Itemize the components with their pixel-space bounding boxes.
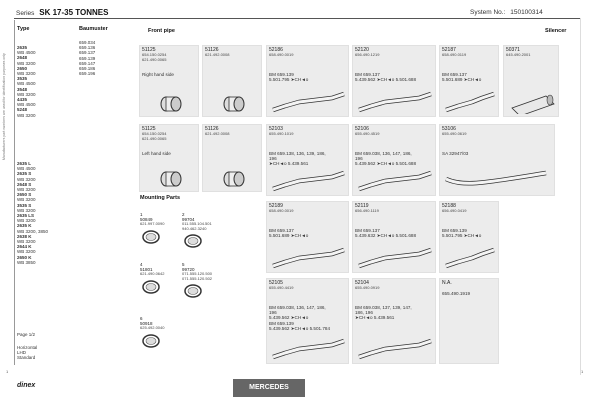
illustration [357,246,433,275]
system-label: System No.: [470,9,506,16]
mounting-reference: 011.555.104.501 940.462.3240 [182,221,212,231]
clamp-ring-icon [182,283,204,299]
part-number: 52104 [355,280,369,286]
pipe-illustration [271,337,346,361]
mounting-reference: 621.490.0642 [140,271,165,276]
mounting-number: 99704 [182,217,195,222]
part-description: BM 659.137 5.439.562 ➤CH◄o 5.501.688 [355,72,417,83]
part-number: 51125 [142,47,156,53]
type-item: 3535 S [17,202,32,208]
mounting-number: 51801 [140,267,153,272]
part-number: 52188 [442,203,456,209]
series-header [16,8,108,17]
part-card[interactable] [139,45,199,117]
type-item: 2650 [17,65,28,71]
oem-reference: 655.490.4419 [269,285,294,290]
baumuster-item: 659.186 [79,66,96,72]
part-card[interactable] [139,124,199,192]
oem-reference: 658.490.0019 [269,52,294,57]
types-list [17,45,36,118]
silencer-title: Silencer [545,28,567,34]
part-card[interactable] [202,45,262,117]
oem-reference: 621.492.0008 [205,52,230,57]
baumuster-item: 659.139 [79,55,96,61]
part-card[interactable] [439,45,499,117]
baumuster-item: 659.137 [79,50,96,56]
type-item: 2635 LS [17,213,35,219]
baumuster-item: 659.196 [79,71,96,77]
type-item: 2635 [17,45,28,50]
series-value: SK 17-35 TONNES [39,8,109,17]
mounting-part[interactable] [140,316,164,354]
mounting-number: 99720 [182,267,195,272]
mounting-reference: 621.997.0090 [140,221,165,226]
mounting-index: 6 [140,316,143,321]
illustration [271,90,346,119]
pipe-illustration [444,90,496,114]
oem-reference: 658.490.0119 [442,52,467,57]
types-list-2 [17,161,48,265]
clamp-illustration [207,94,259,114]
silencer-illustration [508,90,556,114]
illustration [144,94,196,119]
clamp-illustration [144,169,196,189]
part-number: 51126 [205,47,219,53]
right-rule [580,18,584,375]
oem-reference: 655.490.0619 [442,131,467,136]
baumuster-item: 659.147 [79,60,96,66]
page-mark-right: 1 [581,369,584,374]
type-item: WB 3200 [17,91,36,97]
part-number: 52119 [355,203,369,209]
baumuster-list [79,40,95,76]
pipe-illustration [271,246,346,270]
illustration [357,169,433,198]
oem-reference: 655.490.0919 [355,285,380,290]
clamp-ring-icon [182,233,204,249]
part-description: Right hand side [142,72,174,77]
illustration [271,246,346,275]
part-card[interactable] [352,45,436,117]
part-description: BM 659.139 5.501.795 ➤CH◄o [442,228,482,239]
part-number: 52189 [269,203,283,209]
illustration [444,246,496,275]
pipe-illustration [271,90,346,114]
note-item: LHD [17,350,27,356]
type-item: 2635 S [17,171,32,177]
oem-reference: 654.150.0254 621.490.0065 [142,131,167,141]
part-card[interactable] [202,124,262,192]
type-item: WB 3200 [17,218,36,224]
clamp-illustration [207,169,259,189]
type-item: 2650 S [17,192,32,198]
type-item: WB 3200 [17,71,36,77]
illustration [444,90,496,119]
type-item: WB 3200 [17,197,36,203]
type-item: WB 3850 [17,259,36,265]
part-number: 52120 [355,47,369,53]
type-item: 2635 L [17,161,32,166]
oem-reference: 621.492.0008 [205,131,230,136]
pipe-illustration [357,337,433,361]
illustration [357,337,433,366]
part-card[interactable] [266,278,349,364]
baumuster-item: 659.136 [79,45,96,51]
sidebar-rule [14,20,15,365]
part-description: BM 659.137 5.501.689 ➤CH◄o [442,72,482,83]
part-description: 655.490.1919 [442,291,471,296]
part-card[interactable] [439,278,499,364]
part-number: 52187 [442,47,456,53]
part-card[interactable] [352,124,436,196]
part-description: SA 32947/03 [442,151,469,156]
dinex-logo: dinex [17,382,36,389]
page-mark-left: 1 [6,369,9,374]
pipe-illustration [357,90,433,114]
mounting-number: 50918 [140,321,153,326]
oem-reference: 656.490.1119 [355,208,379,213]
baumuster-item: 659.034 [79,40,96,45]
mounting-number: 50849 [140,217,153,222]
part-number: 51126 [205,126,219,132]
part-card[interactable] [439,201,499,273]
type-item: 2635 K [17,223,32,229]
type-item: WB 4500 [17,81,36,87]
type-item: WB 3200 [17,187,36,193]
type-item: 2648 S [17,181,32,187]
type-label: Type [17,26,30,32]
header-rule [14,18,580,19]
mounting-reference: 071.555.120.500 071.555.120.502 [182,271,213,281]
notes-list [17,345,37,361]
type-item: 2648 [17,55,28,61]
oem-reference: 645.490.2001 [506,52,531,57]
brand-banner: MERCEDES [233,379,305,397]
part-number: 51125 [142,126,156,132]
note-item: Standard [17,355,36,361]
part-description: BM 659.138, 136, 139, 186, 196 ➤CH◄o 5.439.561 [269,151,326,167]
illustration [357,90,433,119]
part-number: 52103 [269,126,283,132]
front-pipe-title: Front pipe [148,28,175,34]
oem-reference: 655.490.4519 [355,131,380,136]
illustration [207,169,259,194]
part-description: BM 659.139 5.501.795 ➤CH◄o [269,72,309,83]
mounting-parts-title: Mounting Parts [140,195,181,201]
mounting-index: 1 [140,212,143,217]
part-number: 53106 [442,126,456,132]
part-card[interactable] [352,278,436,364]
part-number: 50371 [506,47,520,53]
part-description: BM 659.038, 137, 139, 147, 186, 196 ➤CH◄o 5.439.561 [355,305,412,321]
system-header [470,9,543,16]
type-item: WB 3200 [17,249,36,255]
type-item: WB 4500 [17,166,36,172]
type-item: WB 4500 [17,50,36,56]
part-card[interactable] [266,124,349,196]
type-item: 5248 [17,107,28,113]
type-item: WB 3200, 3850 [17,228,49,234]
type-item: WB 3200 [17,60,36,66]
oem-reference: 658.490.0019 [269,208,294,213]
system-value: 150100314 [510,9,543,16]
mounting-reference: 625.492.0040 [140,325,165,330]
baumuster-label: Baumuster [79,26,108,32]
mounting-part[interactable] [140,262,164,300]
clamp-ring-icon [140,279,162,295]
part-description: BM 659.137 5.439.632 ➤CH◄o 5.501.688 [355,228,417,239]
mounting-part[interactable] [182,262,212,304]
type-item: WB 3200 [17,207,36,213]
pipe-illustration [357,246,433,270]
illustration [444,169,552,198]
type-item: WB 3200 [17,239,36,245]
clamp-ring-icon [140,333,162,349]
type-item: WB 3200 [17,176,36,182]
part-card[interactable] [439,124,555,196]
type-item: 2644 K [17,244,32,250]
clamp-ring-icon [140,229,162,245]
part-number: 52186 [269,47,283,53]
oem-reference: 656.490.1219 [355,52,380,57]
part-description: Left hand side [142,151,171,156]
part-number: 52106 [355,126,369,132]
note-item: Horizontal [17,345,38,350]
oem-reference: 655.490.1019 [269,131,294,136]
part-card[interactable] [352,201,436,273]
series-label: Series [16,10,35,17]
part-description: BM 659.038, 136, 147, 186, 196 5.439.562 ➤CH◄o BM 659.139 5.439.562 ➤CH◄o 5.501.784 [269,305,331,331]
part-card[interactable] [503,45,559,117]
oem-reference: 654.150.0254 621.490.0065 [142,52,167,62]
type-item: 3548 [17,86,28,92]
part-card[interactable] [266,45,349,117]
side-note: Manufacturers part numbers are used for identification purposes only [2,53,6,160]
page-indicator: Page 1/2 [17,332,36,337]
mounting-index: 2 [182,212,185,217]
pipe-illustration [444,246,496,270]
illustration [207,94,259,119]
part-description: BM 659.137 5.501.689 ➤CH◄o [269,228,309,239]
type-item: WB 4500 [17,102,36,108]
clamp-illustration [144,94,196,114]
illustration [508,90,556,119]
illustration [144,169,196,194]
type-item: 2638 K [17,233,32,239]
part-description: BM 659.038, 136, 147, 186, 196 5.439.562 ➤CH◄o 5.501.688 [355,151,417,167]
oem-reference: 656.490.0419 [442,208,467,213]
type-item: 4435 [17,97,28,103]
illustration [271,169,346,198]
illustration [271,337,346,366]
type-item: 3535 [17,76,28,82]
pipe-illustration [357,169,433,193]
mounting-part[interactable] [140,212,164,250]
mounting-part[interactable] [182,212,212,254]
part-card[interactable] [266,201,349,273]
mounting-index: 5 [182,262,185,267]
mounting-index: 4 [140,262,143,267]
pipe-illustration [271,169,346,193]
part-number: 52105 [269,280,283,286]
type-item: WB 3200 [17,112,36,118]
part-number: N.A. [442,280,452,286]
pipe-illustration [444,169,552,193]
type-item: 2650 K [17,254,32,260]
